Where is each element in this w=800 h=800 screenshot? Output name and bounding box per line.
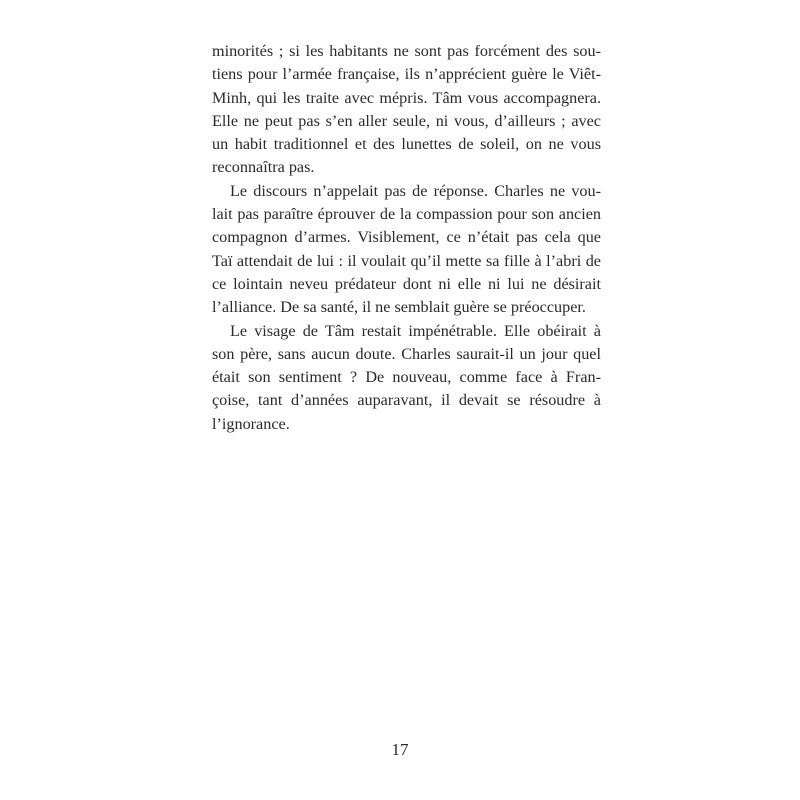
text-line: l’alliance. De sa santé, il ne semblait guère se préoccuper. bbox=[212, 298, 586, 317]
text-line: son père, sans aucun doute. Charles saurait-il un jour quel bbox=[212, 344, 601, 363]
body-text bbox=[212, 40, 601, 436]
text-line: un habit traditionnel et des lunettes de soleil, on ne vous bbox=[212, 135, 601, 154]
text-line: reconnaîtra pas. bbox=[212, 158, 315, 177]
text-line: l’ignorance. bbox=[212, 414, 290, 433]
text-line: tiens pour l’armée française, ils n’apprécient guère le Viêt- bbox=[212, 65, 601, 84]
paragraph bbox=[212, 40, 601, 180]
text-line: Le visage de Tâm restait impénétrable. Elle obéirait à bbox=[230, 321, 601, 340]
text-line: était son sentiment ? De nouveau, comme face à Fran- bbox=[212, 368, 601, 387]
text-line: minorités ; si les habitants ne sont pas forcément des sou- bbox=[212, 42, 601, 60]
text-line: Le discours n’appelait pas de réponse. Charles ne vou- bbox=[230, 181, 601, 200]
text-line: Elle ne peut pas s’en aller seule, ni vous, d’ailleurs ; avec bbox=[212, 111, 601, 130]
text-line: Taï attendait de lui : il voulait qu’il mette sa fille à l’abri de bbox=[212, 251, 601, 270]
paragraph bbox=[212, 320, 601, 436]
page-number: 17 bbox=[391, 740, 409, 759]
paragraph bbox=[212, 180, 601, 320]
text-line: ce lointain neveu prédateur dont ni elle ni lui ne désirait bbox=[212, 274, 601, 293]
text-line: Minh, qui les traite avec mépris. Tâm vous accompagnera. bbox=[212, 88, 601, 107]
text-line: çoise, tant d’années auparavant, il devait se résoudre à bbox=[212, 391, 601, 410]
text-line: lait pas paraître éprouver de la compassion pour son ancien bbox=[212, 205, 601, 224]
text-line: compagnon d’armes. Visiblement, ce n’était pas cela que bbox=[212, 228, 601, 247]
